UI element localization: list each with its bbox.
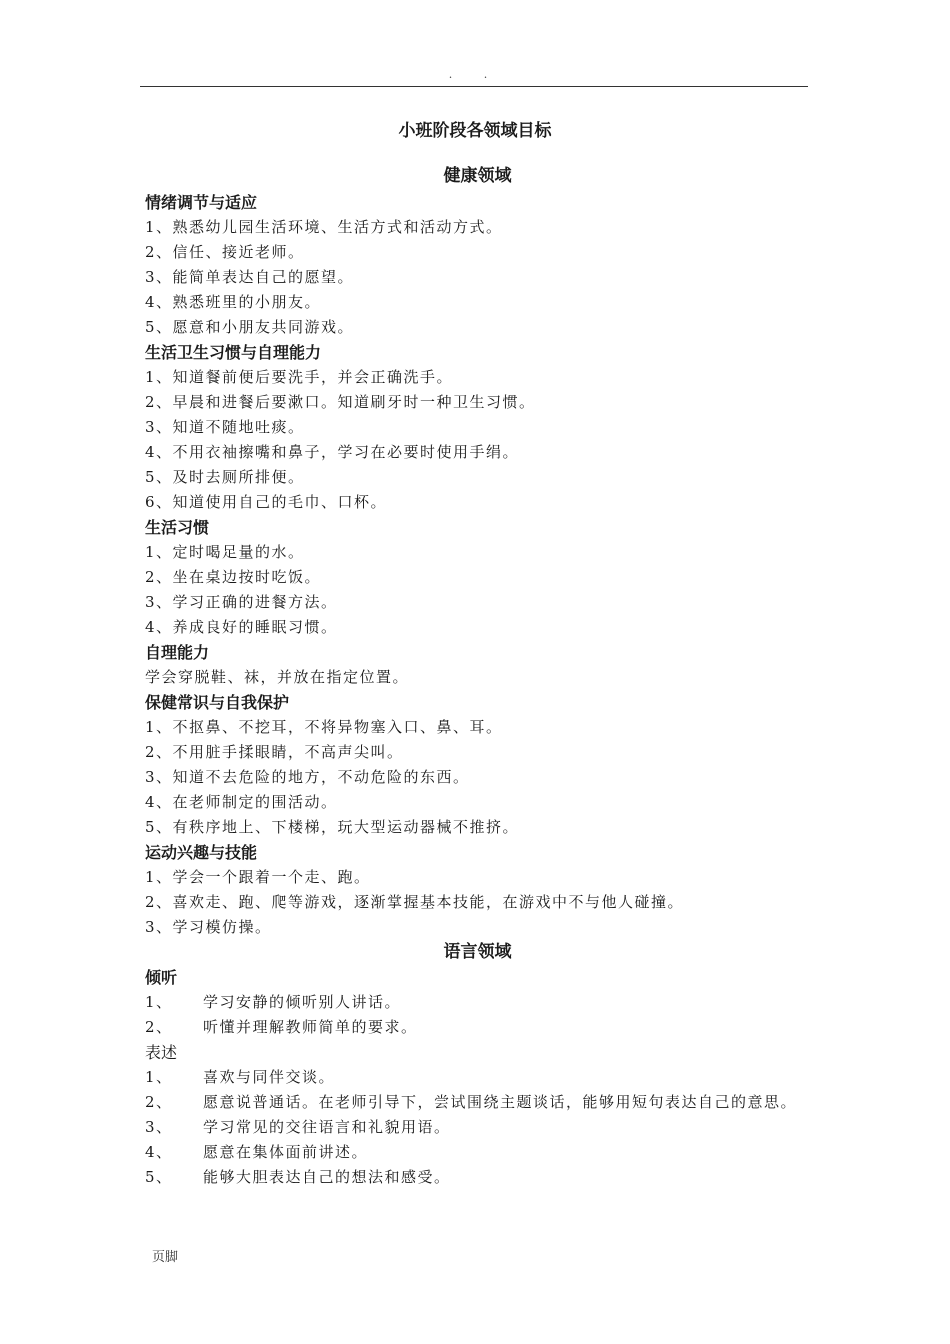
list-item: 4、养成良好的睡眠习惯。 xyxy=(145,618,338,636)
document-body xyxy=(145,164,810,1190)
item-number: 2、 xyxy=(145,1018,173,1036)
item-number: 4、 xyxy=(145,1143,173,1161)
list-item: 3、知道不去危险的地方，不动危险的东西。 xyxy=(145,768,470,786)
list-item: 3、学习正确的进餐方法。 xyxy=(145,593,338,611)
group-heading: 自理能力 xyxy=(145,643,210,662)
list-item: 3、知道不随地吐痰。 xyxy=(145,418,305,436)
document-title: 小班阶段各领域目标 xyxy=(398,121,552,141)
list-item: 4、在老师制定的围活动。 xyxy=(145,793,338,811)
list-item: 2、不用脏手揉眼睛，不高声尖叫。 xyxy=(145,743,404,761)
numbered-item xyxy=(145,1165,810,1190)
numbered-item xyxy=(145,1090,810,1115)
group-heading: 情绪调节与适应 xyxy=(145,193,258,212)
item-text: 愿意说普通话。在老师引导下，尝试围绕主题谈话，能够用短句表达自己的意思。 xyxy=(203,1093,798,1111)
page-header: . . xyxy=(448,68,502,81)
numbered-item xyxy=(145,1015,810,1040)
list-item: 1、不抠鼻、不挖耳，不将异物塞入口、鼻、耳。 xyxy=(145,718,503,736)
item-text: 学习安静的倾听别人讲话。 xyxy=(203,993,402,1011)
item-text: 听懂并理解教师简单的要求。 xyxy=(203,1018,418,1036)
list-item: 5、有秩序地上、下楼梯，玩大型运动器械不推挤。 xyxy=(145,818,520,836)
list-item: 4、不用衣袖擦嘴和鼻子，学习在必要时使用手绢。 xyxy=(145,443,520,461)
list-item: 1、知道餐前便后要洗手，并会正确洗手。 xyxy=(145,368,454,386)
list-item: 学会穿脱鞋、袜，并放在指定位置。 xyxy=(145,668,410,686)
list-item: 1、学会一个跟着一个走、跑。 xyxy=(145,868,371,886)
item-number: 3、 xyxy=(145,1118,173,1136)
group-heading: 生活习惯 xyxy=(145,518,210,537)
list-item: 5、及时去厕所排便。 xyxy=(145,468,305,486)
domain-heading: 健康领域 xyxy=(443,166,512,186)
list-item: 3、学习模仿操。 xyxy=(145,918,272,936)
numbered-item xyxy=(145,990,810,1015)
page-footer: 页脚 xyxy=(152,1250,179,1265)
numbered-item xyxy=(145,1140,810,1165)
group-heading: 保健常识与自我保护 xyxy=(145,693,290,712)
list-item: 1、定时喝足量的水。 xyxy=(145,543,305,561)
domain-heading: 语言领域 xyxy=(443,942,512,962)
group-heading: 运动兴趣与技能 xyxy=(145,843,258,862)
item-text: 愿意在集体面前讲述。 xyxy=(203,1143,369,1161)
item-number: 1、 xyxy=(145,993,173,1011)
numbered-item xyxy=(145,1115,810,1140)
item-number: 2、 xyxy=(145,1093,173,1111)
list-item: 2、喜欢走、跑、爬等游戏，逐渐掌握基本技能，在游戏中不与他人碰撞。 xyxy=(145,893,685,911)
numbered-item xyxy=(145,1065,810,1090)
item-text: 学习常见的交往语言和礼貌用语。 xyxy=(203,1118,451,1136)
list-item: 1、熟悉幼儿园生活环境、生活方式和活动方式。 xyxy=(145,218,503,236)
list-item: 3、能简单表达自己的愿望。 xyxy=(145,268,355,286)
item-number: 5、 xyxy=(145,1168,173,1186)
list-item: 2、早晨和进餐后要漱口。知道刷牙时一种卫生习惯。 xyxy=(145,393,536,411)
list-item: 2、信任、接近老师。 xyxy=(145,243,305,261)
group-heading: 生活卫生习惯与自理能力 xyxy=(145,343,322,362)
list-item: 5、愿意和小朋友共同游戏。 xyxy=(145,318,355,336)
group-heading: 倾听 xyxy=(145,968,178,987)
group-heading: 表述 xyxy=(145,1043,178,1062)
header-rule xyxy=(140,86,808,87)
list-item: 2、坐在桌边按时吃饭。 xyxy=(145,568,322,586)
list-item: 6、知道使用自己的毛巾、口杯。 xyxy=(145,493,388,511)
list-item: 4、熟悉班里的小朋友。 xyxy=(145,293,322,311)
item-number: 1、 xyxy=(145,1068,173,1086)
item-text: 喜欢与同伴交谈。 xyxy=(203,1068,336,1086)
item-text: 能够大胆表达自己的想法和感受。 xyxy=(203,1168,451,1186)
